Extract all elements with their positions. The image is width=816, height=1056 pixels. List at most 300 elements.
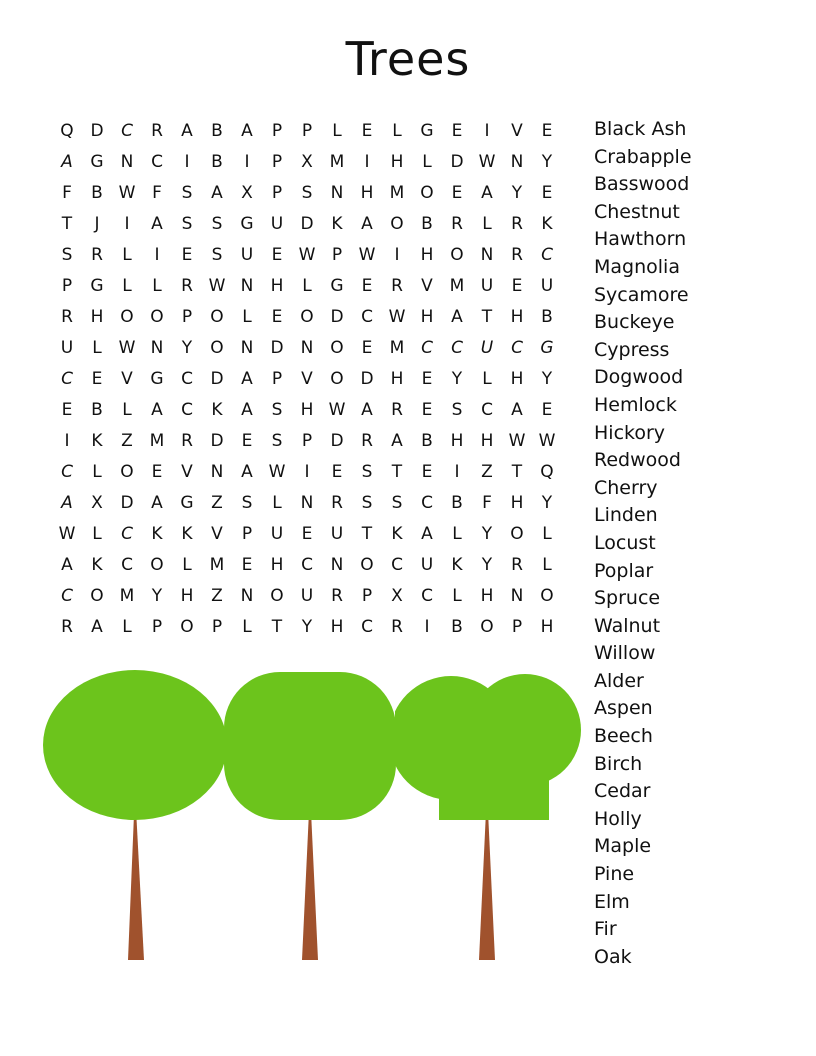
grid-letter: C [511,338,523,358]
grid-letter: O [420,183,434,203]
grid-letter: W [268,462,286,482]
grid-letter: B [211,121,223,141]
grid-letter: R [511,214,523,234]
grid-letter: E [541,121,553,141]
grid-letter: C [151,152,163,172]
grid-letter: F [152,183,162,203]
grid-letter: A [511,400,523,420]
grid-letter: R [91,245,103,265]
grid-letter: H [390,152,404,172]
grid-letter: A [241,462,253,482]
grid-letter: L [122,400,132,420]
grid-letter: L [122,245,132,265]
grid-letter: C [541,245,553,265]
grid-letter: S [361,462,373,482]
grid-letter: X [241,183,253,203]
word-list-item: Alder [594,669,644,692]
grid-letter: K [451,555,463,575]
grid-letter: C [361,307,373,327]
grid-letter: L [482,369,492,389]
grid-letter: L [452,586,462,606]
grid-letter: R [61,307,73,327]
grid-letter: E [241,431,253,451]
word-list-item: Buckeye [594,311,675,334]
grid-letter: X [91,493,103,513]
grid-letter: O [150,555,164,575]
grid-letter: P [511,617,523,637]
grid-letter: L [422,152,432,172]
grid-letter: O [210,338,224,358]
grid-letter: L [482,214,492,234]
grid-letter: N [210,462,224,482]
grid-letter: W [478,152,496,172]
grid-letter: A [211,183,223,203]
grid-letter: T [481,307,493,327]
grid-letter: B [421,431,433,451]
grid-letter: A [151,493,163,513]
grid-letter: O [450,245,464,265]
grid-letter: N [240,276,254,296]
grid-letter: I [244,152,250,172]
grid-letter: C [451,338,463,358]
grid-letter: L [242,307,252,327]
grid-letter: U [240,245,254,265]
word-list-item: Hemlock [594,393,677,416]
grid-letter: V [511,121,523,141]
grid-letter: W [388,307,406,327]
grid-letter: H [330,617,344,637]
grid-letter: T [511,462,523,482]
grid-letter: E [361,276,373,296]
grid-letter: A [451,307,463,327]
grid-letter: O [150,307,164,327]
grid-letter: R [361,431,373,451]
word-list-item: Crabapple [594,145,692,168]
grid-letter: D [330,431,344,451]
grid-letter: G [330,276,344,296]
grid-letter: L [332,121,342,141]
grid-letter: I [304,462,310,482]
grid-letter: G [90,152,104,172]
grid-letter: E [301,524,313,544]
grid-letter: I [64,431,70,451]
grid-letter: U [540,276,554,296]
grid-letter: G [150,369,164,389]
grid-letter: Y [481,555,493,575]
grid-letter: B [421,214,433,234]
grid-letter: O [120,462,134,482]
grid-letter: J [94,214,100,234]
grid-letter: P [151,617,163,637]
grid-letter: M [389,338,405,358]
grid-letter: M [149,431,165,451]
grid-letter: D [120,493,134,513]
word-list-item: Birch [594,752,643,775]
word-list-item: Chestnut [594,200,680,223]
grid-letter: Z [211,493,223,513]
grid-letter: C [121,121,133,141]
grid-letter: A [91,617,103,637]
grid-letter: P [271,152,283,172]
grid-letter: C [181,369,193,389]
tree-illustration [220,660,410,960]
grid-letter: E [361,338,373,358]
grid-letter: H [270,276,284,296]
grid-letter: N [330,555,344,575]
grid-letter: Y [451,369,463,389]
word-list-item: Hawthorn [594,228,687,251]
grid-letter: A [61,152,73,172]
grid-letter: X [301,152,313,172]
grid-letter: L [272,493,282,513]
grid-letter: L [452,524,462,544]
grid-letter: U [480,338,494,358]
tree-illustrations [40,660,600,960]
grid-letter: A [361,400,373,420]
word-list-item: Basswood [594,173,690,196]
grid-letter: V [211,524,223,544]
grid-letter: E [421,400,433,420]
grid-letter: M [329,152,345,172]
grid-letter: E [151,462,163,482]
grid-letter: T [61,214,73,234]
grid-letter: K [331,214,343,234]
grid-letter: A [151,214,163,234]
grid-letter: O [330,338,344,358]
grid-letter: P [271,183,283,203]
grid-letter: V [421,276,433,296]
grid-letter: H [420,245,434,265]
grid-letter: S [451,400,463,420]
word-list [594,116,692,971]
grid-letter: A [61,493,73,513]
grid-letter: H [90,307,104,327]
grid-letter: D [90,121,104,141]
grid-letter: N [120,152,134,172]
grid-letter: I [424,617,430,637]
grid-letter: W [298,245,316,265]
grid-letter: B [91,400,103,420]
grid-letter: K [541,214,553,234]
grid-letter: D [270,338,284,358]
grid-letter: R [331,586,343,606]
grid-letter: A [241,121,253,141]
grid-letter: N [300,493,314,513]
grid-letter: E [331,462,343,482]
grid-letter: R [331,493,343,513]
word-list-item: Elm [594,890,630,913]
grid-letter: A [241,400,253,420]
word-list-item: Maple [594,835,652,858]
grid-letter: H [510,307,524,327]
grid-letter: G [90,276,104,296]
grid-letter: C [481,400,493,420]
grid-letter: K [211,400,223,420]
grid-letter: L [182,555,192,575]
grid-letter: E [541,183,553,203]
word-list-item: Cedar [594,780,651,803]
grid-letter: C [121,524,133,544]
grid-letter: L [542,555,552,575]
word-list-item: Locust [594,531,656,554]
grid-letter: B [211,152,223,172]
grid-letter: U [420,555,434,575]
grid-letter: Y [541,493,553,513]
word-list-item: Linden [594,504,658,527]
word-list-item: Oak [594,945,632,968]
grid-letter: E [511,276,523,296]
grid-letter: N [510,586,524,606]
grid-letter: Y [541,369,553,389]
grid-letter: S [361,493,373,513]
grid-letter: I [364,152,370,172]
grid-letter: K [91,555,103,575]
grid-letter: O [120,307,134,327]
grid-letter: K [151,524,163,544]
tree-icon [40,660,230,960]
grid-letter: B [541,307,553,327]
grid-letter: L [542,524,552,544]
grid-letter: O [330,369,344,389]
grid-letter: C [361,617,373,637]
grid-letter: H [180,586,194,606]
grid-letter: D [330,307,344,327]
grid-letter: U [270,214,284,234]
grid-letter: S [391,493,403,513]
grid-letter: O [390,214,404,234]
grid-letter: P [331,245,343,265]
grid-letter: N [330,183,344,203]
grid-letter: R [181,276,193,296]
grid-letter: N [480,245,494,265]
grid-letter: V [301,369,313,389]
grid-letter: G [240,214,254,234]
grid-letter: K [91,431,103,451]
word-list-item: Fir [594,918,617,941]
grid-letter: P [241,524,253,544]
grid-letter: T [361,524,373,544]
grid-letter: S [61,245,73,265]
grid-letter: O [90,586,104,606]
grid-letter: R [181,431,193,451]
grid-letter: N [300,338,314,358]
grid-letter: R [391,617,403,637]
grid-letter: P [301,431,313,451]
grid-letter: L [92,524,102,544]
grid-letter: S [271,431,283,451]
grid-letter: K [181,524,193,544]
grid-letter: P [361,586,373,606]
grid-letter: S [241,493,253,513]
grid-letter: B [91,183,103,203]
grid-letter: E [541,400,553,420]
grid-letter: O [300,307,314,327]
grid-letter: G [180,493,194,513]
grid-letter: W [328,400,346,420]
grid-letter: V [121,369,133,389]
grid-letter: P [211,617,223,637]
word-list-item: Poplar [594,559,654,582]
grid-letter: K [391,524,403,544]
grid-letter: V [181,462,193,482]
grid-letter: Y [151,586,163,606]
grid-letter: F [482,493,492,513]
grid-letter: C [421,586,433,606]
word-list-item: Beech [594,725,653,748]
grid-letter: H [540,617,554,637]
grid-letter: Q [60,121,74,141]
word-search-grid [52,116,562,643]
grid-letter: I [394,245,400,265]
grid-letter: D [210,369,224,389]
tree-illustration [40,660,230,960]
grid-letter: E [91,369,103,389]
grid-letter: H [390,369,404,389]
grid-letter: M [389,183,405,203]
grid-letter: L [122,617,132,637]
grid-letter: U [60,338,74,358]
word-list-item: Cherry [594,476,658,499]
grid-letter: O [480,617,494,637]
grid-letter: A [421,524,433,544]
grid-letter: H [480,431,494,451]
grid-letter: O [270,586,284,606]
grid-letter: A [181,121,193,141]
grid-letter: U [300,586,314,606]
grid-letter: D [450,152,464,172]
word-list-item: Sycamore [594,283,689,306]
grid-letter: D [360,369,374,389]
grid-letter: S [301,183,313,203]
grid-letter: A [481,183,493,203]
grid-letter: P [181,307,193,327]
grid-letter: E [61,400,73,420]
grid-letter: D [210,431,224,451]
grid-letter: I [184,152,190,172]
grid-letter: E [361,121,373,141]
grid-letter: L [242,617,252,637]
grid-letter: E [271,307,283,327]
grid-letter: P [61,276,73,296]
word-list-item: Cypress [594,338,670,361]
page-title: Trees [345,32,471,86]
grid-letter: Y [541,152,553,172]
grid-letter: Z [121,431,133,451]
grid-letter: H [450,431,464,451]
grid-letter: W [508,431,526,451]
grid-letter: C [61,586,73,606]
word-list-item: Willow [594,642,656,665]
grid-letter: H [360,183,374,203]
grid-letter: A [151,400,163,420]
grid-letter: R [61,617,73,637]
grid-letter: S [181,214,193,234]
grid-letter: H [270,555,284,575]
grid-letter: A [61,555,73,575]
grid-letter: C [421,338,433,358]
grid-letter: E [451,183,463,203]
grid-letter: E [181,245,193,265]
grid-letter: X [391,586,403,606]
grid-letter: I [484,121,490,141]
grid-letter: S [211,214,223,234]
word-list-item: Pine [594,863,635,886]
grid-letter: A [361,214,373,234]
grid-letter: R [511,245,523,265]
grid-letter: W [538,431,556,451]
grid-letter: W [58,524,76,544]
grid-letter: L [392,121,402,141]
grid-letter: I [154,245,160,265]
grid-letter: H [300,400,314,420]
grid-letter: W [358,245,376,265]
word-list-item: Hickory [594,421,666,444]
grid-letter: H [510,493,524,513]
grid-letter: I [124,214,130,234]
grid-letter: L [152,276,162,296]
grid-letter: Y [511,183,523,203]
grid-letter: P [301,121,313,141]
grid-letter: U [270,524,284,544]
grid-letter: C [391,555,403,575]
grid-letter: E [271,245,283,265]
grid-letter: N [150,338,164,358]
grid-letter: N [510,152,524,172]
grid-letter: P [271,369,283,389]
grid-letter: M [209,555,225,575]
grid-letter: N [240,338,254,358]
grid-letter: Y [181,338,193,358]
grid-letter: E [421,369,433,389]
grid-letter: T [271,617,283,637]
word-list-item: Dogwood [594,366,684,389]
grid-letter: U [330,524,344,544]
grid-letter: A [391,431,403,451]
grid-letter: O [540,586,554,606]
word-list-item: Aspen [594,697,653,720]
grid-letter: L [302,276,312,296]
grid-letter: E [241,555,253,575]
grid-letter: L [122,276,132,296]
word-list-item: Spruce [594,587,661,610]
grid-letter: R [391,276,403,296]
word-list-item: Black Ash [594,118,687,140]
grid-letter: L [92,338,102,358]
grid-letter: S [181,183,193,203]
grid-letter: Y [481,524,493,544]
grid-letter: L [92,462,102,482]
grid-letter: G [540,338,554,358]
grid-letter: C [121,555,133,575]
tree-icon [395,660,585,960]
grid-letter: O [510,524,524,544]
word-list-item: Magnolia [594,255,680,278]
grid-letter: N [240,586,254,606]
grid-letter: G [420,121,434,141]
grid-letter: R [391,400,403,420]
grid-letter: C [181,400,193,420]
grid-letter: M [449,276,465,296]
grid-letter: S [211,245,223,265]
grid-letter: M [119,586,135,606]
grid-letter: H [420,307,434,327]
grid-letter: T [391,462,403,482]
word-list-item: Redwood [594,449,681,472]
grid-letter: H [480,586,494,606]
grid-letter: B [451,617,463,637]
grid-letter: W [118,338,136,358]
grid-letter: Z [481,462,493,482]
